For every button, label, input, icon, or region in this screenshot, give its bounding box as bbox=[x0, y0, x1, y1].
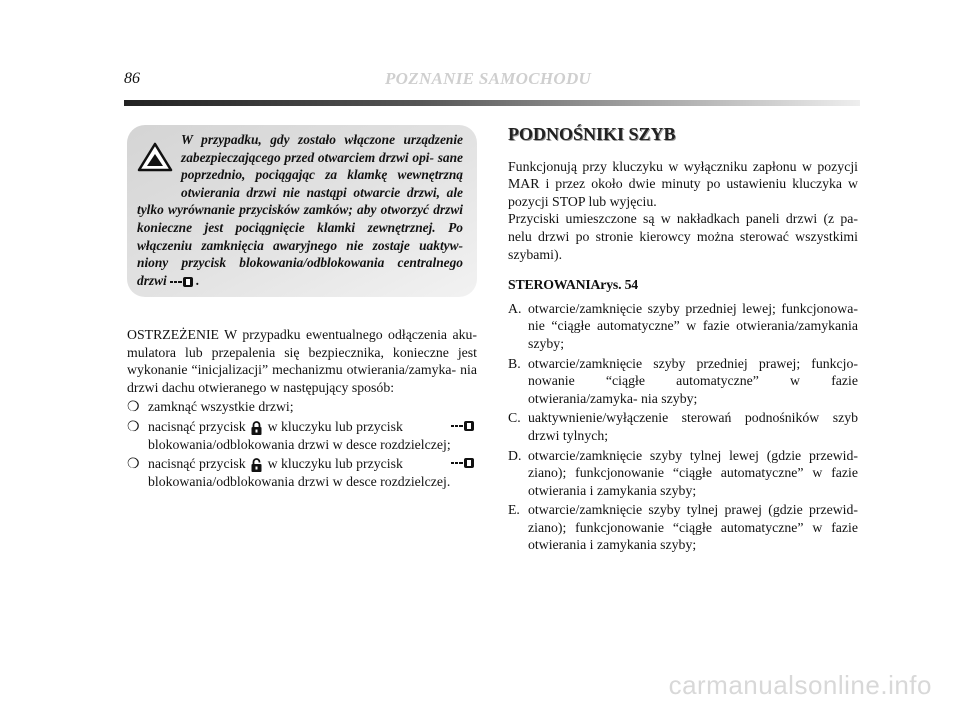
list-item bbox=[508, 447, 858, 500]
header-rule bbox=[124, 100, 860, 106]
bullet-glyph: ❍ bbox=[127, 456, 140, 472]
bullet-text-post: blokowania/odblokowania drzwi w desce rozdzielczej. bbox=[148, 473, 451, 489]
list-item bbox=[508, 409, 858, 444]
paragraph-2: Przyciski umieszczone są w nakładkach paneli drzwi (z pa- nelu drzwi po stronie kierowcy można sterować wszystkimi szybami). bbox=[508, 211, 858, 262]
item-text: otwarcie/zamknięcie szyby tylnej prawej (gdzie przewid- ziano); funkcjonowanie “ciągłe automatyczne” w fazie otwierania i zamykania szyby; bbox=[528, 502, 858, 553]
section-header: POZNANIE SAMOCHODU bbox=[385, 69, 592, 88]
central-locking-key-icon bbox=[451, 420, 477, 432]
bullet-text-pre: nacisnąć przycisk bbox=[148, 456, 246, 472]
central-locking-key-icon bbox=[451, 457, 477, 469]
list-item bbox=[508, 501, 858, 554]
warning-end-punct: . bbox=[196, 272, 200, 288]
list-item bbox=[508, 300, 858, 353]
open-padlock-icon bbox=[251, 458, 262, 472]
intro-paragraph: OSTRZEŻENIE W przypadku ewentualnego odłączenia aku- mulatora lub przepalenia się bezpiecznika, konieczne jest wykonanie “inicjalizacji” mechanizmu otwierania/zamyka- nia drzwi dachu otwieranego w następujący sposób: bbox=[127, 327, 477, 395]
paragraph-1: Funkcjonują przy kluczyku w wyłączniku zapłonu w pozycji MAR i przez około dwie minuty po ustawieniu kluczyka w pozycji STOP lub wyjęciu. bbox=[508, 158, 858, 209]
section-title: PODNOŚNIKI SZYB bbox=[508, 124, 676, 144]
item-text: otwarcie/zamknięcie szyby przedniej lewej; funkcjonowa- nie “ciągłe automatyczne” w fazie otwierania/zamykania szyby; bbox=[528, 300, 858, 351]
left-column bbox=[127, 326, 477, 490]
item-letter: E. bbox=[508, 502, 520, 518]
bullet-glyph: ❍ bbox=[127, 399, 140, 415]
watermark: carmanualsonline.info bbox=[668, 670, 932, 700]
bullet-glyph: ❍ bbox=[127, 418, 140, 434]
item-letter: C. bbox=[508, 410, 521, 426]
item-text: otwarcie/zamknięcie szyby tylnej lewej (gdzie przewid- ziano); funkcjonowanie “ciągłe automatyczne” w fazie otwierania i zamykania szyby; bbox=[528, 447, 858, 498]
list-item bbox=[508, 355, 858, 408]
item-text: otwarcie/zamknięcie szyby przedniej prawej; funkcjo- nowanie “ciągłe automatyczne” w fazie otwierania/zamyka- nia szyby; bbox=[528, 355, 858, 406]
list-item bbox=[127, 398, 477, 416]
page-number: 86 bbox=[124, 70, 140, 87]
bullet-list bbox=[127, 398, 477, 490]
bullet-text-mid: w kluczyku lub przycisk bbox=[267, 418, 403, 434]
item-text: uaktywnienie/wyłączenie sterowań podnośników szyb drzwi tylnych; bbox=[528, 410, 858, 443]
warning-text-block bbox=[137, 131, 463, 289]
list-item bbox=[127, 455, 477, 490]
controls-list bbox=[508, 300, 858, 554]
right-column bbox=[508, 126, 858, 556]
bullet-text-mid: w kluczyku lub przycisk bbox=[267, 456, 403, 472]
bullet-text-post: blokowania/odblokowania drzwi w desce rozdzielczej; bbox=[148, 436, 451, 452]
warning-text: W przypadku, gdy zostało włączone urządzenie zabezpieczającego przed otwarciem drzwi opi- sane poprzednio, pociągając za klamkę wewnętrzną otwierania drzwi nie nastąpi otwarcie drzwi, ale tylko wyrównanie przycisków zamków; aby otworzyć drzwi konieczne jest pociągnięcie klamki zewnętrznej. Po włączeniu zamknięcia awaryjnego nie zostaje uaktyw- niony przycisk blokowania/odblokowania centralnego drzwi bbox=[137, 132, 463, 288]
padlock-icon bbox=[251, 421, 262, 435]
warning-box bbox=[127, 125, 477, 297]
central-locking-key-icon bbox=[170, 276, 196, 288]
bullet-text: zamknąć wszystkie drzwi; bbox=[148, 399, 294, 415]
controls-heading: STEROWANIArys. 54 bbox=[508, 277, 638, 293]
list-item bbox=[127, 418, 477, 453]
bullet-text-pre: nacisnąć przycisk bbox=[148, 418, 246, 434]
item-letter: D. bbox=[508, 447, 522, 463]
item-letter: A. bbox=[508, 300, 522, 316]
item-letter: B. bbox=[508, 355, 521, 371]
